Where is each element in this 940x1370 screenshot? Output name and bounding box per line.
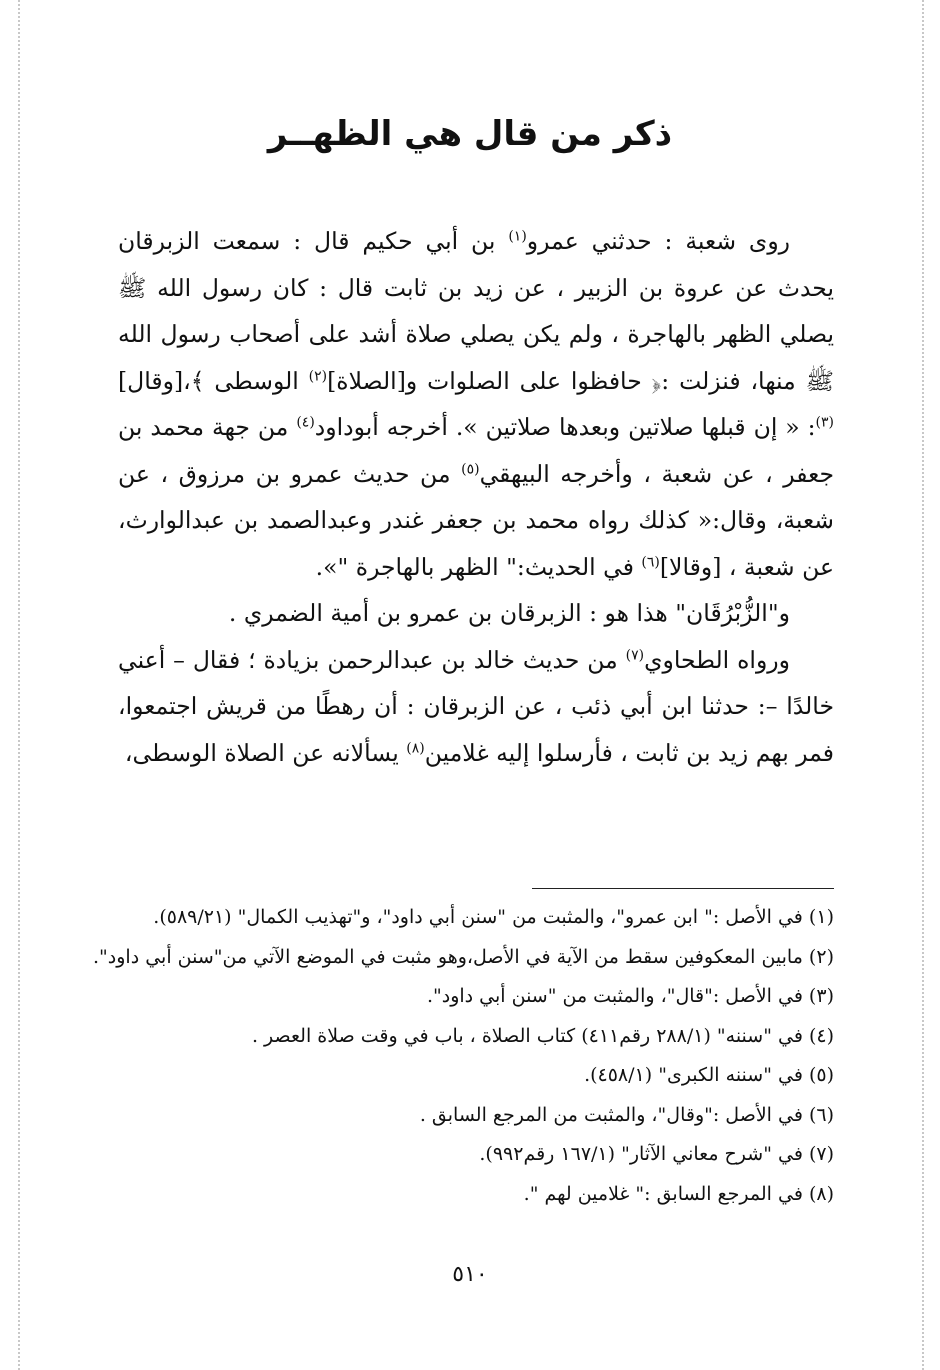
footnote-marker: (٤)	[296, 414, 315, 431]
paragraph-text: من حديث عمرو بن مرزوق ، عن شعبة، وقال:« كذلك رواه محمد بن جعفر غندر وعبدالصمد بن عبدالوارث، عن شعبة ، [وقالا]	[118, 459, 834, 581]
paragraph-text: من جهة محمد بن جعفر ، عن شعبة ، وأخرجه البيهقي	[118, 413, 835, 488]
footnote-marker: (٨)	[406, 740, 425, 757]
paragraph-text: بن أبي حكيم قال : سمعت الزبرقان يحدث عن عروة بن الزبير ، عن زيد بن ثابت قال : كان رسول الله ﷺ يصلي الظهر بالهاجرة ، ولم يكن يصلي صلاة أشد على أصحاب رسول الله ﷺ منها، فنزلت :﴿ حافظوا على الصلوات و[الصلاة]	[118, 227, 834, 395]
footnote-item: (٣) في الأصل :"قال"، والمثبت من "سنن أبي داود".	[426, 985, 834, 1007]
footnote-separator	[532, 888, 834, 889]
paragraph-text: في الحديث:" الظهر بالهاجرة "».	[315, 552, 642, 581]
footnote-item: (٦) في الأصل :"وقال"، والمثبت من المرجع السابق .	[419, 1103, 834, 1126]
paragraph-text: ورواه الطحاوي	[644, 645, 790, 674]
page-title: ذكر من قال هي الظهــر	[267, 114, 673, 154]
footnote-item: (٤) في "سننه" (٢٨٨/١ رقم٤١١) كتاب الصلاة ، باب في وقت صلاة العصر .	[251, 1024, 834, 1047]
paragraph	[118, 218, 834, 590]
paragraph-text: من حديث خالد بن عبدالرحمن بزيادة ؛ فقال – أعني خالدًا –: حدثنا ابن أبي ذئب ، عن الزبرقان : أن رهطًا من قريش اجتمعوا، فمر بهم زيد بن ثابت ، فأرسلوا إليه غلامين	[118, 645, 834, 767]
paragraph-text: يسألانه عن الصلاة الوسطى،	[124, 738, 407, 767]
paragraph-text: : « إن قبلها صلاتين وبعدها صلاتين ». أخرجه أبوداود	[314, 413, 816, 441]
paragraph	[118, 637, 834, 777]
footnote-item: (١) في الأصل :" ابن عمرو"، والمثبت من "سنن أبي داود"، و"تهذيب الكمال" (٥٨٩/٢١).	[153, 906, 834, 928]
left-margin-dotted-line	[18, 0, 20, 1370]
paragraph	[118, 590, 834, 637]
footnote-marker: (٦)	[641, 554, 660, 571]
footnotes-list	[93, 898, 834, 1214]
page-number: ٥١٠	[452, 1262, 488, 1287]
paragraph-text: الوسطى ﴾،[وقال]	[118, 366, 309, 395]
footnote-marker: (٣)	[815, 414, 834, 431]
footnote-marker: (٧)	[625, 647, 645, 664]
footnote-item: (٧) في "شرح معاني الآثار" (١٦٧/١ رقم٩٩٢).	[479, 1143, 834, 1165]
footnote-item: (٥) في "سننه الكبرى" (٤٥٨/١).	[584, 1064, 834, 1086]
footnote-item: (٨) في المرجع السابق :" غلامين لهم ".	[523, 1182, 834, 1205]
footnote-item: (٢) مابين المعكوفين سقط من الآية في الأصل،وهو مثبت في الموضع الآتي من"سنن أبي داود".	[93, 945, 834, 968]
footnote-marker: (٥)	[461, 461, 480, 478]
right-margin-dotted-line	[922, 0, 924, 1370]
paragraph-text: روى شعبة : حدثني عمرو	[526, 227, 791, 255]
footnote-marker: (٢)	[308, 368, 328, 385]
footnote-marker: (١)	[508, 228, 527, 245]
main-text	[118, 218, 834, 776]
paragraph-text: و"الزُّبْرُقَان" هذا هو : الزبرقان بن عمرو بن أمية الضمري .	[228, 599, 790, 627]
